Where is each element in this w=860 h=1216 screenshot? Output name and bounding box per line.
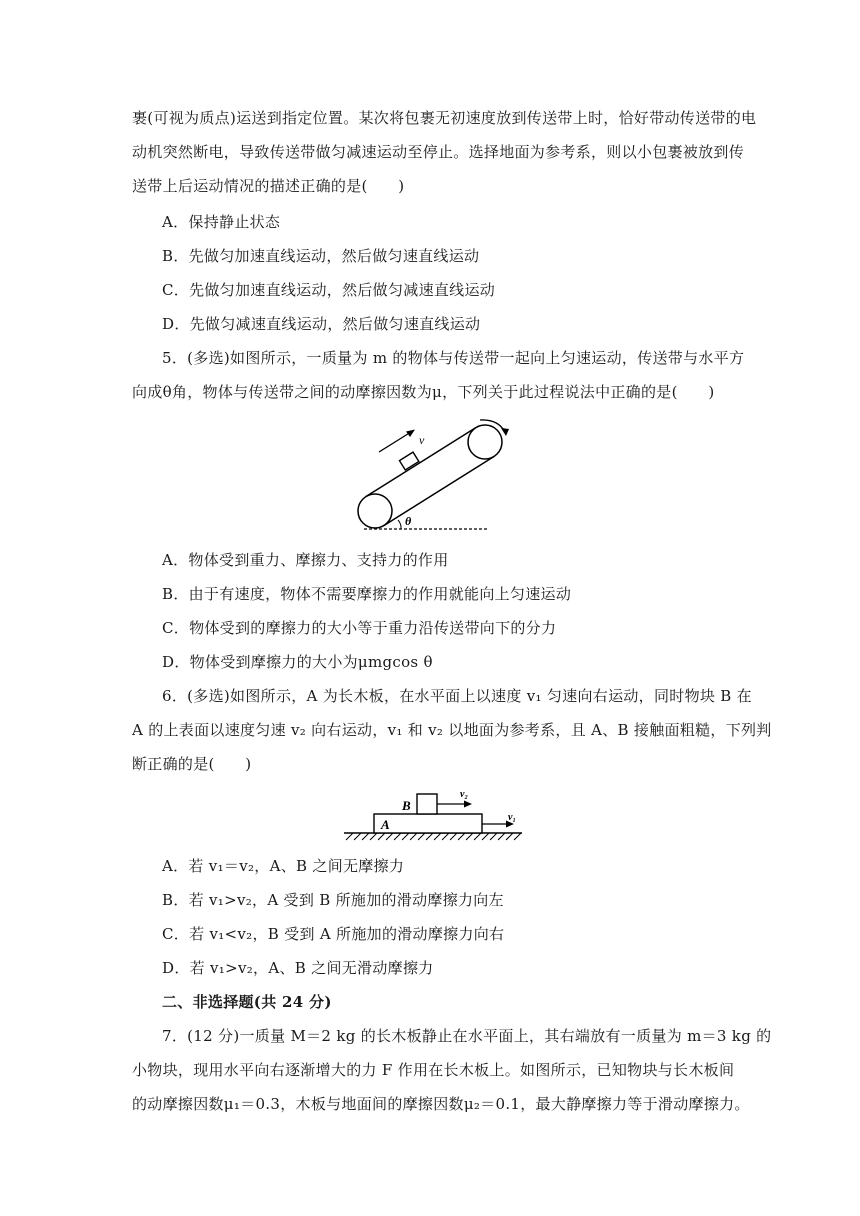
belt-bottom-edge (384, 457, 494, 526)
board-a (374, 814, 482, 833)
block-on-belt (399, 452, 418, 470)
q7-text-line-2: 小物块，现用水平向右逐渐增大的力 F 作用在长木板上。如图所示，已知物块与长木板间 (132, 1061, 735, 1079)
q5-text-line-2: 向成θ角，物体与传送带之间的动摩擦因数为μ，下列关于此过程说法中正确的是( ) (132, 383, 715, 401)
rotation-arrow-head (501, 428, 509, 436)
q6-option-b: B．若 v₁>v₂，A 受到 B 所施加的滑动摩擦力向左 (162, 891, 504, 909)
board-a-label: A (381, 817, 390, 832)
ground-hatching (346, 833, 521, 840)
q5-option-c: C．物体受到的摩擦力的大小等于重力沿传送带向下的分力 (162, 619, 557, 637)
q5-text-line-1: 5．(多选)如图所示，一质量为 m 的物体与传送带一起向上匀速运动，传送带与水平方 (162, 349, 745, 367)
velocity-arrow-head (406, 430, 415, 438)
q4-text-line-3: 送带上后运动情况的描述正确的是( ) (132, 177, 405, 195)
q6-text-line-1: 6．(多选)如图所示，A 为长木板，在水平面上以速度 v₁ 匀速向右运动，同时物块 B 在 (162, 687, 752, 705)
q4-option-c: C．先做匀加速直线运动，然后做匀减速直线运动 (162, 281, 496, 299)
q4-option-b: B．先做匀加速直线运动，然后做匀速直线运动 (162, 247, 480, 265)
angle-arc (398, 520, 401, 529)
q4-text-line-1: 裹(可视为质点)运送到指定位置。某次将包裹无初速度放到传送带上时，恰好带动传送带的电 (132, 109, 757, 127)
q5-option-b: B．由于有速度，物体不需要摩擦力的作用就能向上匀速运动 (162, 585, 572, 603)
q6-option-c: C．若 v₁<v₂，B 受到 A 所施加的滑动摩擦力向右 (162, 925, 505, 943)
conveyor-belt-figure (350, 416, 520, 536)
section-heading: 二、非选择题(共 24 分) (162, 993, 332, 1011)
q6-option-d: D．若 v₁>v₂，A、B 之间无滑动摩擦力 (162, 959, 434, 977)
v1-label: v₁ (508, 812, 516, 823)
q7-text-line-1: 7．(12 分)一质量 M＝2 kg 的长木板静止在水平面上，其右端放有一质量为 m＝3 kg 的 (162, 1027, 772, 1045)
block-b (417, 794, 437, 814)
velocity-arrow-shaft (379, 432, 411, 452)
v2-label: v₂ (460, 789, 468, 800)
q6-text-line-3: 断正确的是( ) (132, 755, 252, 773)
q7-text-line-3: 的动摩擦因数μ₁＝0.3，木板与地面间的摩擦因数μ₂＝0.1，最大静摩擦力等于滑动摩擦力。 (132, 1095, 750, 1113)
v2-arrow-head (464, 801, 472, 808)
q5-option-a: A．物体受到重力、摩擦力、支持力的作用 (162, 551, 449, 569)
q4-option-d: D．先做匀减速直线运动，然后做匀速直线运动 (162, 315, 481, 333)
angle-label: θ (405, 514, 412, 528)
board-block-figure (340, 784, 530, 846)
velocity-label: v (419, 433, 425, 447)
q4-option-a: A．保持静止状态 (162, 213, 281, 231)
q6-text-line-2: A 的上表面以速度匀速 v₂ 向右运动，v₁ 和 v₂ 以地面为参考系，且 A、B 接触面粗糙，下列判 (132, 721, 772, 739)
q6-option-a: A．若 v₁＝v₂，A、B 之间无摩擦力 (162, 857, 405, 875)
q4-text-line-2: 动机突然断电，导致传送带做匀减速运动至停止。选择地面为参考系，则以小包裹被放到传 (132, 143, 745, 161)
block-b-label: B (402, 798, 411, 813)
q5-option-d: D．物体受到摩擦力的大小为μmgcos θ (162, 653, 433, 671)
